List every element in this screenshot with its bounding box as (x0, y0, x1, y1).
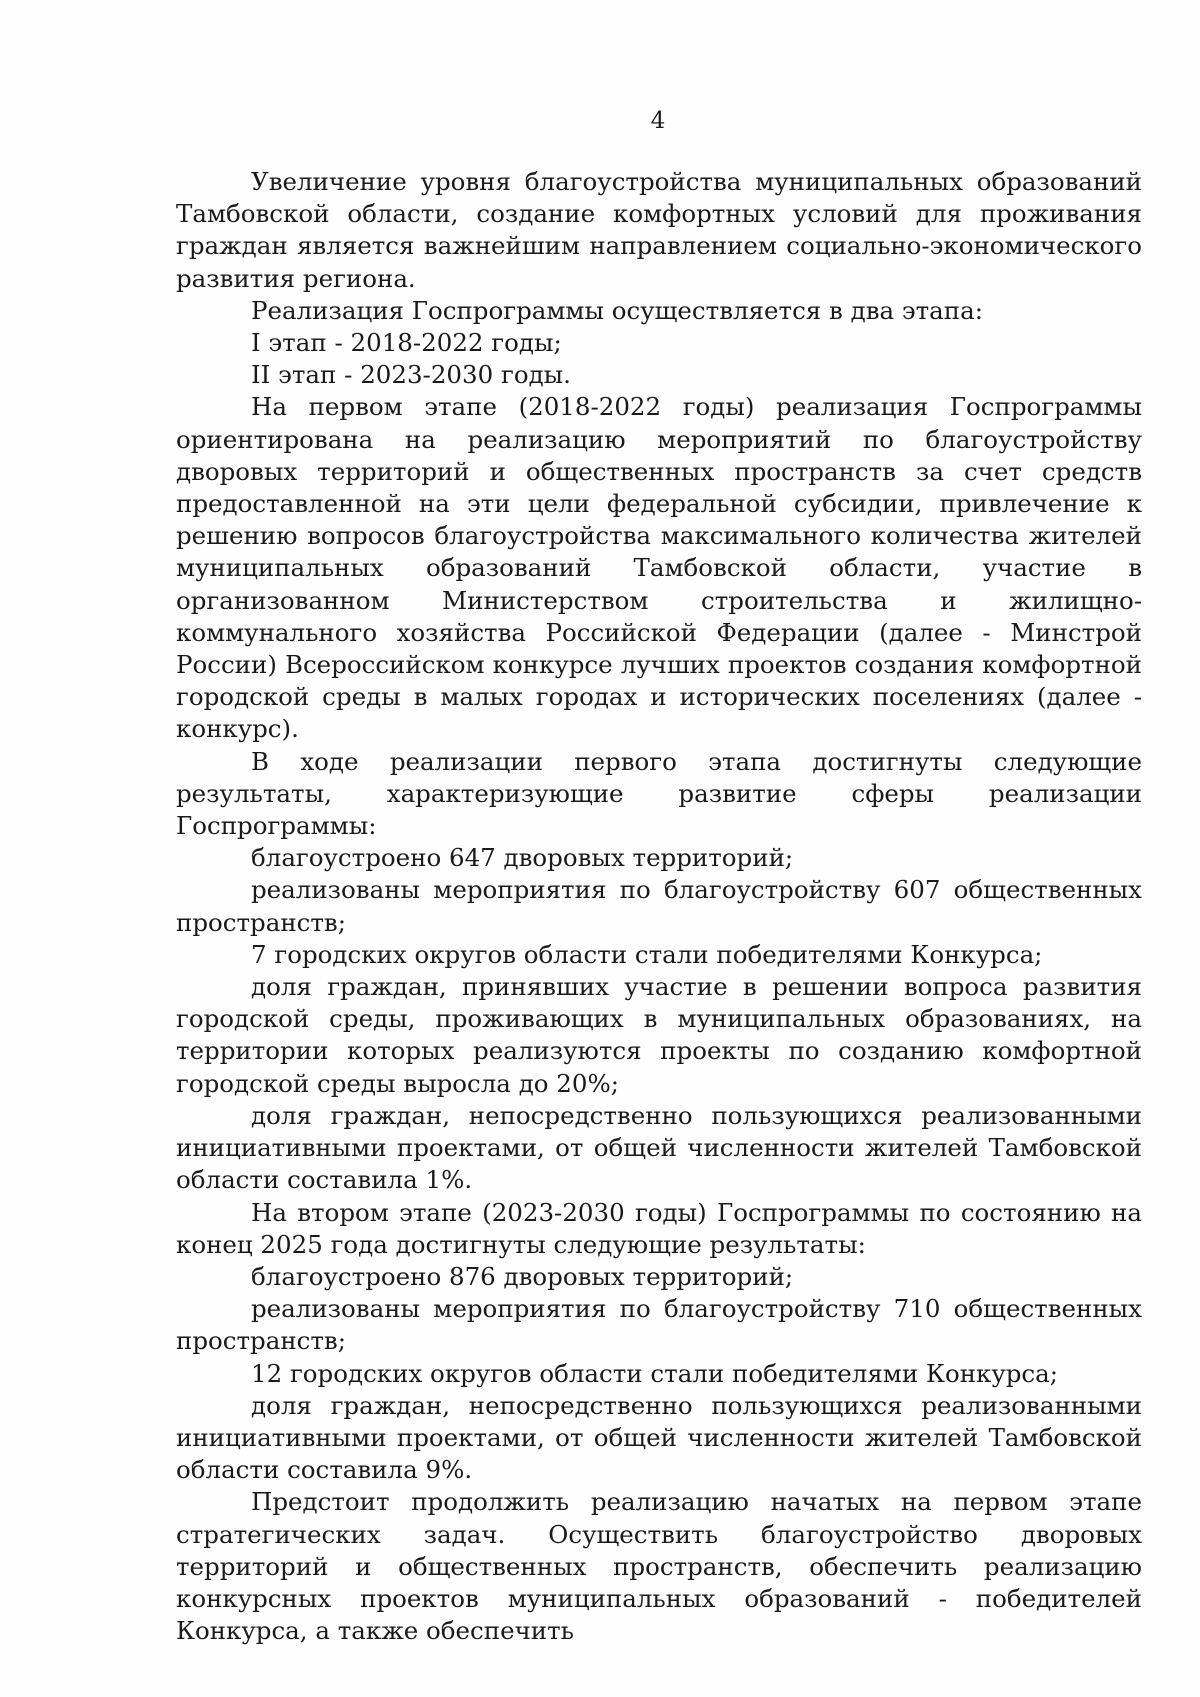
body-text (176, 166, 1142, 1647)
paragraph-intro: Увеличение уровня благоустройства муниципальных образований Тамбовской области, создание комфортных условий для проживания граждан является важнейшим направлением социально-экономического развития региона. (176, 167, 1142, 293)
list-item-result: доля граждан, непосредственно пользующихся реализованными инициативными проектами, от общей численности жителей Тамбовской области составила 1%. (176, 1100, 1142, 1195)
paragraph-stage-1: I этап - 2018-2022 годы; (251, 328, 562, 358)
list-item-result: доля граждан, принявших участие в решении вопроса развития городской среды, проживающих в муниципальных образованиях, на территории которых реализуются проекты по созданию комфортной городской среды выросла до 20%; (176, 972, 1142, 1098)
list-item-result: 7 городских округов области стали победителями Конкурса; (251, 939, 1043, 969)
list-item-result: реализованы мероприятия по благоустройству 607 общественных пространств; (176, 875, 1142, 937)
list-item-result: благоустроено 876 дворовых территорий; (251, 1261, 794, 1291)
list-item-result: реализованы мероприятия по благоустройству 710 общественных пространств; (176, 1294, 1142, 1356)
paragraph-first-stage-description: На первом этапе (2018-2022 годы) реализация Госпрограммы ориентирована на реализацию мероприятий по благоустройству дворовых территорий и общественных пространств за счет средств предоставленной на эти цели федеральной субсидии, привлечение к решению вопросов благоустройства максимального количества жителей муниципальных образований Тамбовской области, участие в организованном Министерством строительства и жилищно-коммунального хозяйства Российской Федерации (далее - Минстрой России) Всероссийском конкурсе лучших проектов создания комфортной городской среды в малых городах и исторических поселениях (далее - конкурс). (176, 392, 1142, 744)
page-number: 4 (650, 108, 666, 134)
paragraph-second-stage-results-lead: На втором этапе (2023-2030 годы) Госпрограммы по состоянию на конец 2025 года достигнуты следующие результаты: (176, 1197, 1142, 1259)
list-item-result: доля граждан, непосредственно пользующихся реализованными инициативными проектами, от общей численности жителей Тамбовской области составила 9%. (176, 1390, 1142, 1485)
paragraph-first-stage-results-lead: В ходе реализации первого этапа достигнуты следующие результаты, характеризующие развитие сферы реализации Госпрограммы: (176, 746, 1142, 841)
list-item-result: 12 городских округов области стали победителями Конкурса; (251, 1358, 1059, 1388)
paragraph-stage-2: II этап - 2023-2030 годы. (251, 360, 571, 390)
list-item-result: благоустроено 647 дворовых территорий; (251, 843, 794, 873)
paragraph-future-tasks: Предстоит продолжить реализацию начатых на первом этапе стратегических задач. Осуществить благоустройство дворовых территорий и общественных пространств, обеспечить реализацию конкурсных проектов муниципальных образований - победителей Конкурса, а также обеспечить (176, 1487, 1142, 1646)
paragraph-stages-lead: Реализация Госпрограммы осуществляется в два этапа: (251, 295, 983, 325)
